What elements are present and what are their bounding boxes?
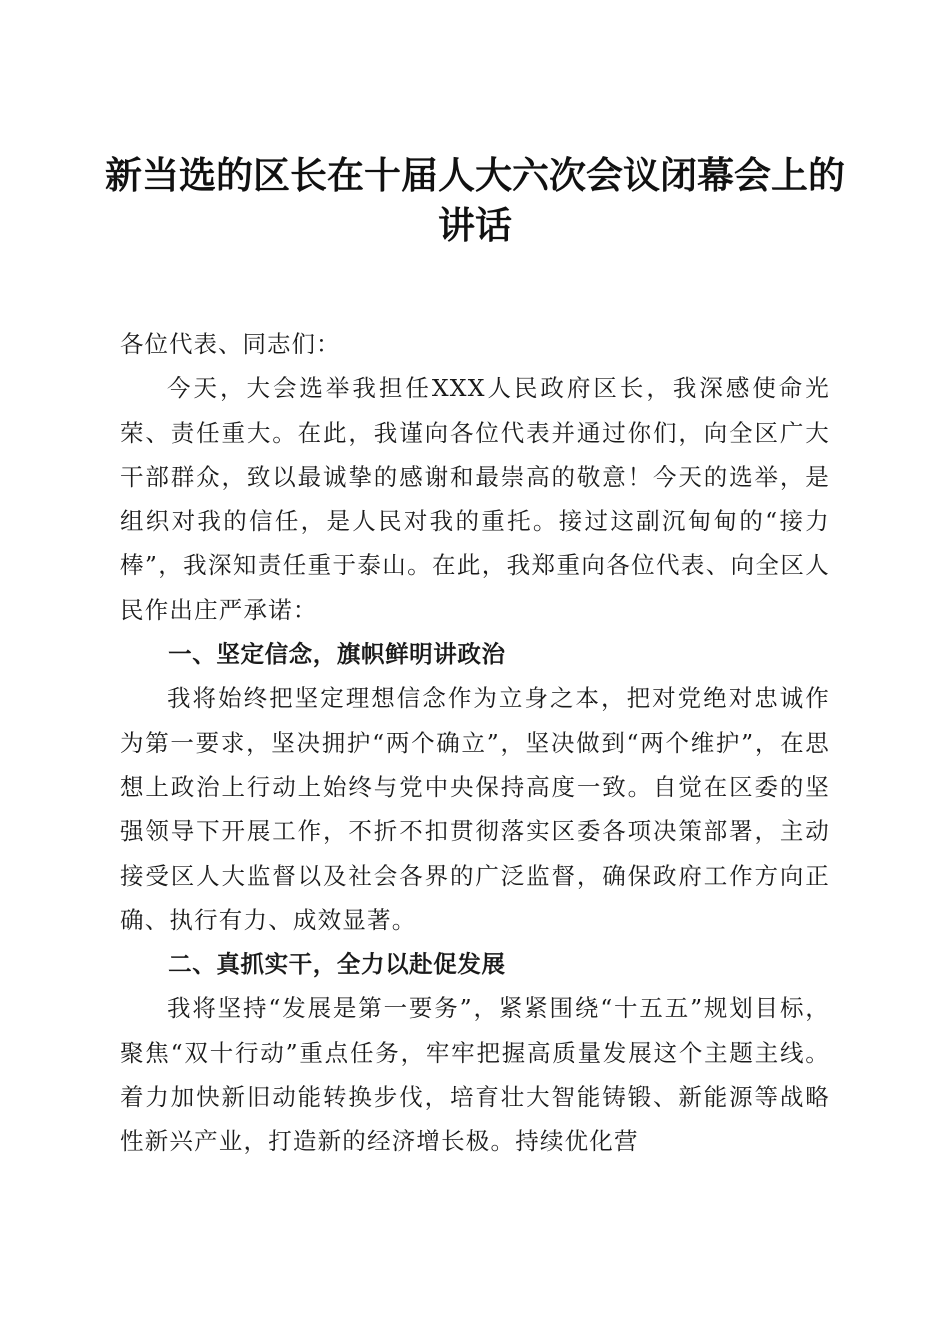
paragraph-opening: 今天，大会选举我担任XXX人民政府区长，我深感使命光荣、责任重大。在此，我谨向各位代表并通过你们，向全区广大干部群众，致以最诚挚的感谢和最崇高的敬意！今天的选举，是组织对我的信任，是人民对我的重托。接过这副沉甸甸的“接力棒”，我深知责任重于泰山。在此，我郑重向各位代表、向全区人民作出庄严承诺：: [120, 374, 830, 624]
section-heading-2: 二、真抓实干，全力以赴促发展: [168, 950, 506, 979]
salutation: 各位代表、同志们：: [120, 330, 341, 358]
title-line-2: 讲话: [438, 203, 512, 247]
title-line-1: 新当选的区长在十届人大六次会议闭幕会上的: [105, 153, 845, 197]
paragraph-politics: 我将始终把坚定理想信念作为立身之本，把对党绝对忠诚作为第一要求，坚决拥护“两个确立”，坚决做到“两个维护”，在思想上政治上行动上始终与党中央保持高度一致。自觉在区委的坚强领导下开展工作，不折不扣贯彻落实区委各项决策部署，主动接受区人大监督以及社会各界的广泛监督，确保政府工作方向正确、执行有力、成效显著。: [120, 684, 830, 934]
paragraph-development: 我将坚持“发展是第一要务”，紧紧围绕“十五五”规划目标，聚焦“双十行动”重点任务，牢牢把握高质量发展这个主题主线。着力加快新旧动能转换步伐，培育壮大智能铸锻、新能源等战略性新兴产业，打造新的经济增长极。持续优化营: [120, 994, 830, 1156]
section-heading-1: 一、坚定信念，旗帜鲜明讲政治: [168, 640, 506, 669]
document-body: [120, 322, 830, 1164]
document-title: [100, 150, 850, 250]
